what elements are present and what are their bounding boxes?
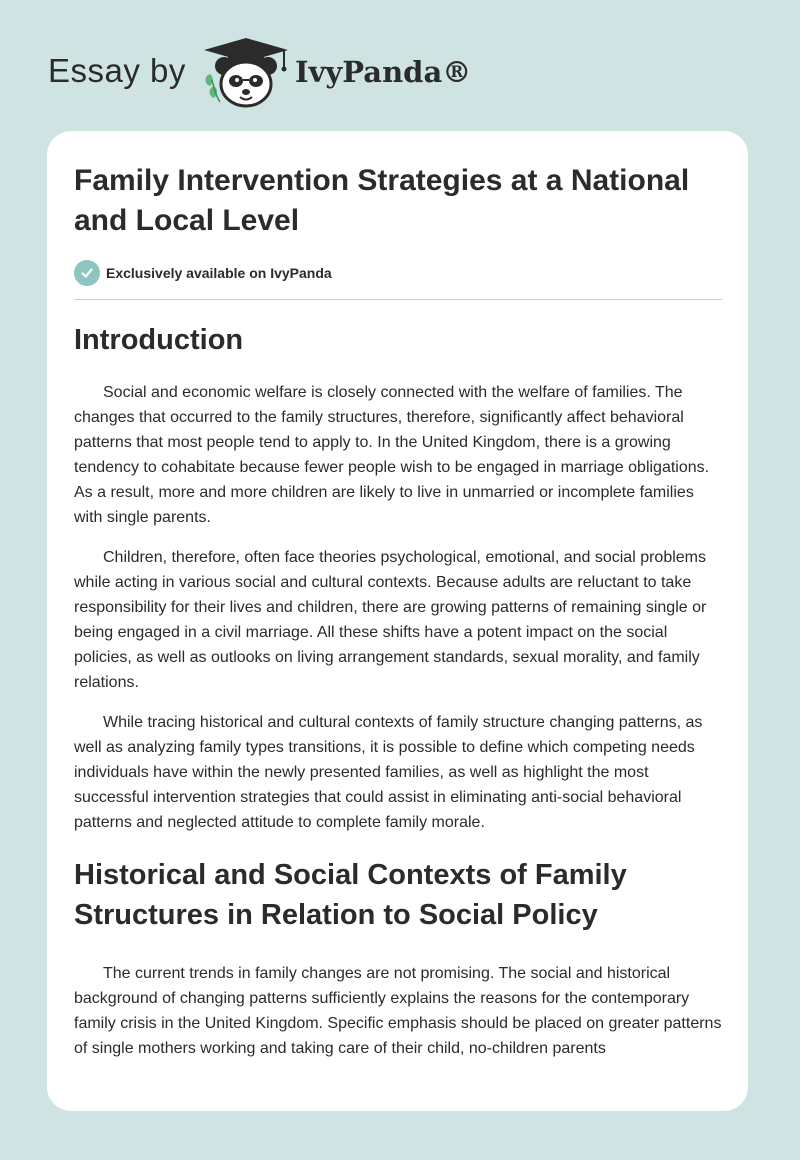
section-heading-introduction: Introduction [74,324,244,356]
paragraph: The current trends in family changes are not promising. The social and historical background of changing patterns sufficiently explains the reasons for the contemporary family crisis in the United Kingdom. Specific emphasis should be placed on greater patterns of single mothers working and taking care of their child, no-children parents [74,965,722,1057]
paragraph: While tracing historical and cultural contexts of family structure changing patterns, as well as analyzing family types transitions, it is possible to define which competing needs individuals have within the newly presented families, as well as highlight the most successful intervention strategies that could assist in eliminating anti-social behavioral patterns and neglected attitude to complete family morale. [74,714,703,831]
essay-by-label: Essay by [48,52,186,89]
badge-label: Exclusively available on IvyPanda [106,265,332,281]
article-content [74,161,724,1076]
divider [74,299,722,300]
panda-graduate-icon[interactable] [200,36,292,110]
article-card [47,131,748,1111]
paragraph: Children, therefore, often face theories psychological, emotional, and social problems while acting in various social and cultural contexts. Because adults are reluctant to take responsibility for their lives and children, there are growing patterns of remaining single or being engaged in a civil marriage. All these shifts have a potent impact on the social policies, as well as outlooks on living arrangement standards, sexual morality, and family relations. [74,549,707,691]
brand-name[interactable]: IvyPanda® [295,55,472,89]
check-circle-icon [74,260,100,286]
article-title: Family Intervention Strategies at a National and Local Level [74,164,690,237]
section-heading-historical-contexts: Historical and Social Contexts of Family Structures in Relation to Social Policy [74,859,627,931]
exclusive-badge [74,259,724,287]
site-header [0,0,800,130]
paragraph: Social and economic welfare is closely connected with the welfare of families. The changes that occurred to the family structures, therefore, significantly affect behavioral patterns that most people tend to apply to. In the United Kingdom, there is a growing tendency to cohabitate because fewer people wish to be engaged in marriage obligations. As a result, more and more children are likely to live in unmarried or incomplete families with single parents. [74,384,710,526]
